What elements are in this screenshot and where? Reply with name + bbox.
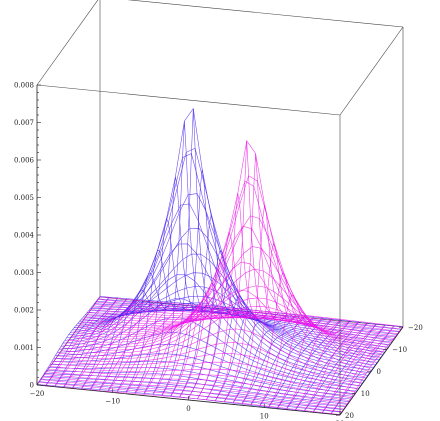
mesh-line [65, 204, 368, 375]
y-tick-label: 20 [345, 412, 354, 420]
surface-series [37, 109, 403, 415]
z-tick-label: 0.006 [13, 156, 34, 165]
y-tick-label: 0 [376, 368, 381, 376]
z-tick-label: 0.002 [13, 306, 34, 315]
box-edge [37, 85, 340, 115]
z-tick-label: 0.003 [13, 269, 34, 277]
z-tick-label: 0.008 [13, 81, 34, 90]
x-tick-label: −20 [29, 390, 45, 398]
z-tick-label: 0.004 [13, 231, 34, 240]
surface-series-2 [37, 141, 403, 415]
z-tick-label: 0.007 [13, 119, 34, 127]
y-tick [336, 415, 340, 416]
y-tick-label: −10 [392, 346, 408, 354]
y-tick-label: −20 [408, 324, 423, 332]
x-tick-label: −10 [105, 397, 121, 406]
box-edge [340, 27, 403, 115]
mesh-line [65, 226, 368, 371]
x-tick-label: 10 [259, 412, 269, 421]
z-tick-label: 0.001 [13, 344, 34, 352]
box-edge [100, 0, 403, 27]
z-tick-label: 0.005 [13, 194, 34, 202]
box-edge [37, 0, 100, 85]
y-tick-label: 10 [360, 390, 370, 398]
z-tick-label: 0 [29, 381, 34, 390]
mesh-line [215, 141, 278, 401]
x-tick-label: 0 [186, 405, 191, 413]
